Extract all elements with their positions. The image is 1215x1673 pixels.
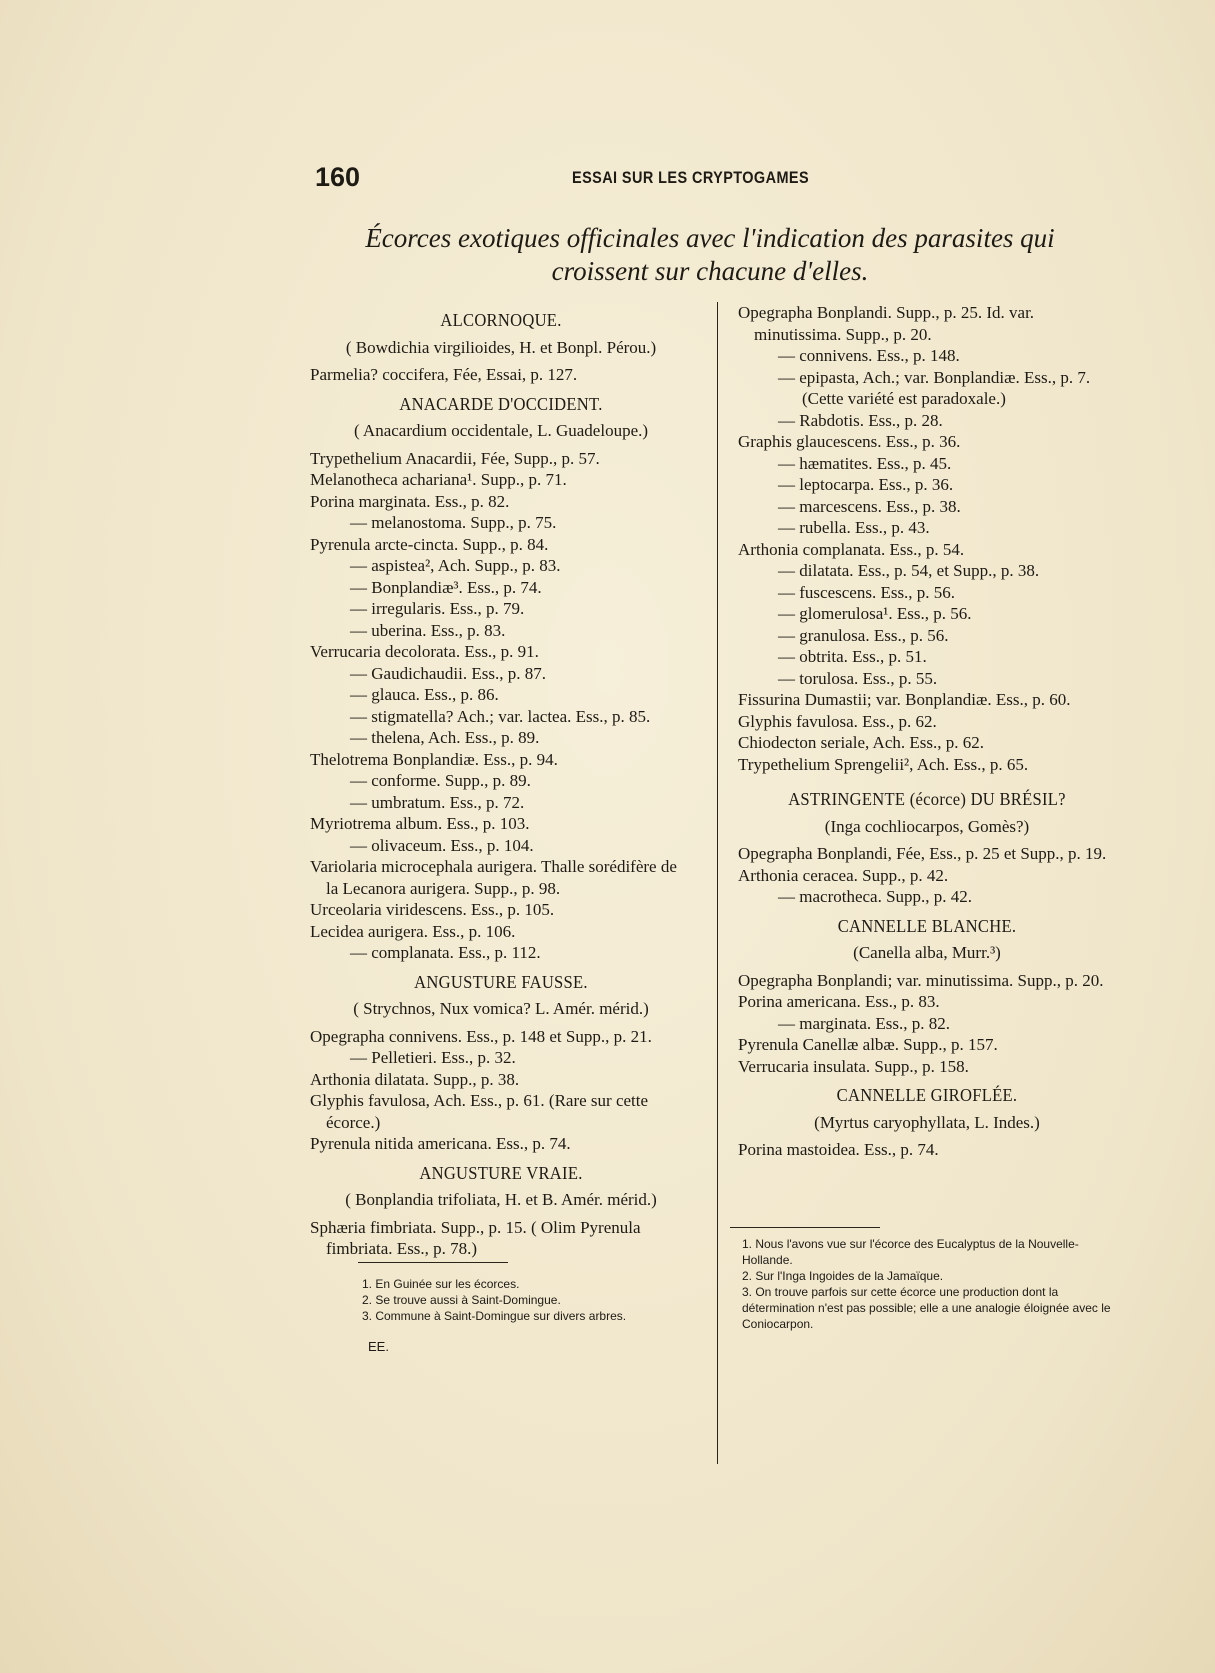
list-item: Lecidea aurigera. Ess., p. 106. (310, 921, 516, 941)
section-heading: CANNELLE GIROFLÉE. (836, 1085, 1018, 1105)
list-item: Fissurina Dumastii; var. Bonplandiæ. Ess., p. 60. (738, 690, 1071, 709)
list-item: Variolaria microcephala aurigera. Thalle sorédifère de la Lecanora aurigera. Supp., p. 98. (310, 857, 677, 898)
column-divider (717, 302, 718, 1464)
section-heading: ASTRINGENTE (écorce) DU BRÉSIL? (788, 789, 1066, 809)
list-item: — melanostoma. Supp., p. 75. (350, 513, 557, 532)
list-item: — marcescens. Ess., p. 38. (778, 496, 961, 516)
section-heading: ANACARDE D'OCCIDENT. (399, 393, 603, 414)
list-item: — glomerulosa¹. Ess., p. 56. (778, 604, 972, 623)
section-subtitle: ( Bowdichia virgilioides, H. et Bonpl. Pérou.) (345, 337, 657, 357)
page-number: 160 (315, 162, 361, 192)
list-item: — rubella. Ess., p. 43. (778, 518, 930, 537)
list-item: Verrucaria insulata. Supp., p. 158. (738, 1056, 969, 1076)
list-item: — Rabdotis. Ess., p. 28. (778, 410, 943, 430)
list-item: Arthonia dilatata. Supp., p. 38. (310, 1069, 520, 1089)
list-item: — uberina. Ess., p. 83. (350, 620, 506, 640)
list-item: Trypethelium Anacardii, Fée, Supp., p. 57. (310, 448, 600, 468)
list-item: — Gaudichaudii. Ess., p. 87. (350, 663, 546, 683)
list-item: Graphis glaucescens. Ess., p. 36. (738, 432, 961, 451)
list-item: — fuscescens. Ess., p. 56. (778, 582, 956, 602)
running-title: ESSAI SUR LES CRYPTOGAMES (572, 168, 810, 187)
list-item: — leptocarpa. Ess., p. 36. (778, 475, 954, 494)
section-subtitle: (Myrtus caryophyllata, L. Indes.) (814, 1112, 1040, 1132)
section-subtitle: ( Strychnos, Nux vomica? L. Amér. mérid.) (353, 999, 649, 1018)
section-heading: CANNELLE BLANCHE. (837, 915, 1017, 936)
right-column (738, 302, 1116, 1161)
list-item: — conforme. Supp., p. 89. (350, 771, 531, 790)
footnote: 3. Commune à Saint-Domingue sur divers arbres. (362, 1309, 627, 1323)
list-item: — macrotheca. Supp., p. 42. (778, 887, 973, 906)
section-heading: ALCORNOQUE. (440, 310, 562, 330)
entry-list (310, 448, 692, 964)
list-item: — complanata. Ess., p. 112. (350, 943, 541, 962)
list-item: — irregularis. Ess., p. 79. (350, 599, 525, 618)
list-item: Sphæria fimbriata. Supp., p. 15. ( Olim Pyrenula fimbriata. Ess., p. 78.) (310, 1217, 641, 1258)
list-item: Myriotrema album. Ess., p. 103. (310, 814, 530, 833)
section-subtitle: ( Anacardium occidentale, L. Guadeloupe.) (353, 421, 649, 440)
list-item: Trypethelium Sprengelii², Ach. Ess., p. 65. (738, 754, 1029, 774)
list-item: — Pelletieri. Ess., p. 32. (350, 1048, 516, 1067)
list-item: Pyrenula nitida americana. Ess., p. 74. (310, 1134, 571, 1153)
left-column (310, 302, 692, 1260)
list-item: Thelotrema Bonplandiæ. Ess., p. 94. (310, 749, 558, 769)
page-title (300, 222, 1120, 288)
section-subtitle: (Inga cochliocarpos, Gomès?) (824, 816, 1030, 836)
list-item: Opegrapha Bonplandi. Supp., p. 25. Id. var. minutissima. Supp., p. 20. (738, 303, 1035, 344)
list-item: Opegrapha Bonplandi, Fée, Ess., p. 25 et Supp., p. 19. (738, 844, 1107, 863)
list-item: Porina americana. Ess., p. 83. (738, 992, 940, 1011)
list-item: — Bonplandiæ³. Ess., p. 74. (350, 577, 542, 597)
list-item: Parmelia? coccifera, Fée, Essai, p. 127. (310, 365, 578, 384)
list-item: Opegrapha Bonplandi; var. minutissima. Supp., p. 20. (738, 970, 1104, 990)
list-item: Melanotheca achariana¹. Supp., p. 71. (310, 470, 567, 489)
title-line-2: croissent sur chacune d'elles. (551, 256, 869, 286)
entry-list (310, 364, 692, 386)
list-item: — marginata. Ess., p. 82. (778, 1013, 951, 1033)
signature-mark: EE. (368, 1339, 389, 1354)
list-item: — olivaceum. Ess., p. 104. (350, 835, 534, 855)
list-item: — granulosa. Ess., p. 56. (778, 625, 949, 645)
footnotes-left (362, 1276, 702, 1324)
section-heading: ANGUSTURE VRAIE. (419, 1162, 583, 1183)
title-line-1: Écorces exotiques officinales avec l'indication des parasites qui (365, 223, 1055, 253)
entry-list (738, 1139, 1116, 1161)
list-item: Arthonia complanata. Ess., p. 54. (738, 539, 965, 559)
page-header (315, 162, 855, 192)
list-item: — dilatata. Ess., p. 54, et Supp., p. 38. (778, 561, 1040, 580)
list-item: — epipasta, Ach.; var. Bonplandiæ. Ess., p. 7. (Cette variété est paradoxale.) (778, 367, 1091, 408)
entry-list (310, 1026, 692, 1155)
list-item: — glauca. Ess., p. 86. (350, 685, 499, 704)
list-item: — hæmatites. Ess., p. 45. (778, 453, 952, 473)
entry-list (738, 302, 1116, 775)
entry-list (310, 1217, 692, 1260)
entry-list (738, 970, 1116, 1078)
footnote-rule (358, 1262, 508, 1263)
footnotes-right (742, 1236, 1114, 1332)
list-item: — torulosa. Ess., p. 55. (778, 668, 938, 688)
list-item: — thelena, Ach. Ess., p. 89. (350, 728, 540, 747)
list-item: — obtrita. Ess., p. 51. (778, 647, 927, 666)
footnote-rule (730, 1227, 880, 1228)
list-item: Porina mastoidea. Ess., p. 74. (738, 1140, 939, 1159)
list-item: Porina marginata. Ess., p. 82. (310, 491, 510, 511)
list-item: Urceolaria viridescens. Ess., p. 105. (310, 900, 555, 919)
footnote: 2. Sur l'Inga Ingoides de la Jamaïque. (742, 1269, 944, 1283)
section-subtitle: (Canella alba, Murr.³) (853, 943, 1001, 962)
footnote: 2. Se trouve aussi à Saint-Domingue. (362, 1293, 561, 1307)
list-item: — stigmatella? Ach.; var. lactea. Ess., p. 85. (350, 706, 651, 726)
list-item: Pyrenula Canellæ albæ. Supp., p. 157. (738, 1035, 998, 1054)
list-item: Glyphis favulosa, Ach. Ess., p. 61. (Rare sur cette écorce.) (310, 1091, 649, 1132)
footnote: 3. On trouve parfois sur cette écorce une production dont la détermination n'est pas possible; elle a une analogie éloignée avec le Coniocarpon. (742, 1285, 1111, 1331)
list-item: — aspistea², Ach. Supp., p. 83. (350, 556, 561, 575)
list-item: — umbratum. Ess., p. 72. (350, 792, 525, 812)
list-item: Pyrenula arcte-cincta. Supp., p. 84. (310, 534, 549, 554)
section-heading: ANGUSTURE FAUSSE. (414, 971, 588, 992)
list-item: Glyphis favulosa. Ess., p. 62. (738, 711, 937, 731)
entry-list (738, 843, 1116, 908)
list-item: Arthonia ceracea. Supp., p. 42. (738, 865, 949, 885)
list-item: — connivens. Ess., p. 148. (778, 346, 960, 365)
list-item: Opegrapha connivens. Ess., p. 148 et Supp., p. 21. (310, 1026, 652, 1046)
footnote: 1. En Guinée sur les écorces. (362, 1277, 520, 1291)
list-item: Chiodecton seriale, Ach. Ess., p. 62. (738, 733, 984, 752)
section-subtitle: ( Bonplandia trifoliata, H. et B. Amér. mérid.) (345, 1190, 657, 1209)
list-item: Verrucaria decolorata. Ess., p. 91. (310, 642, 539, 661)
footnote: 1. Nous l'avons vue sur l'écorce des Eucalyptus de la Nouvelle-Hollande. (742, 1237, 1079, 1267)
